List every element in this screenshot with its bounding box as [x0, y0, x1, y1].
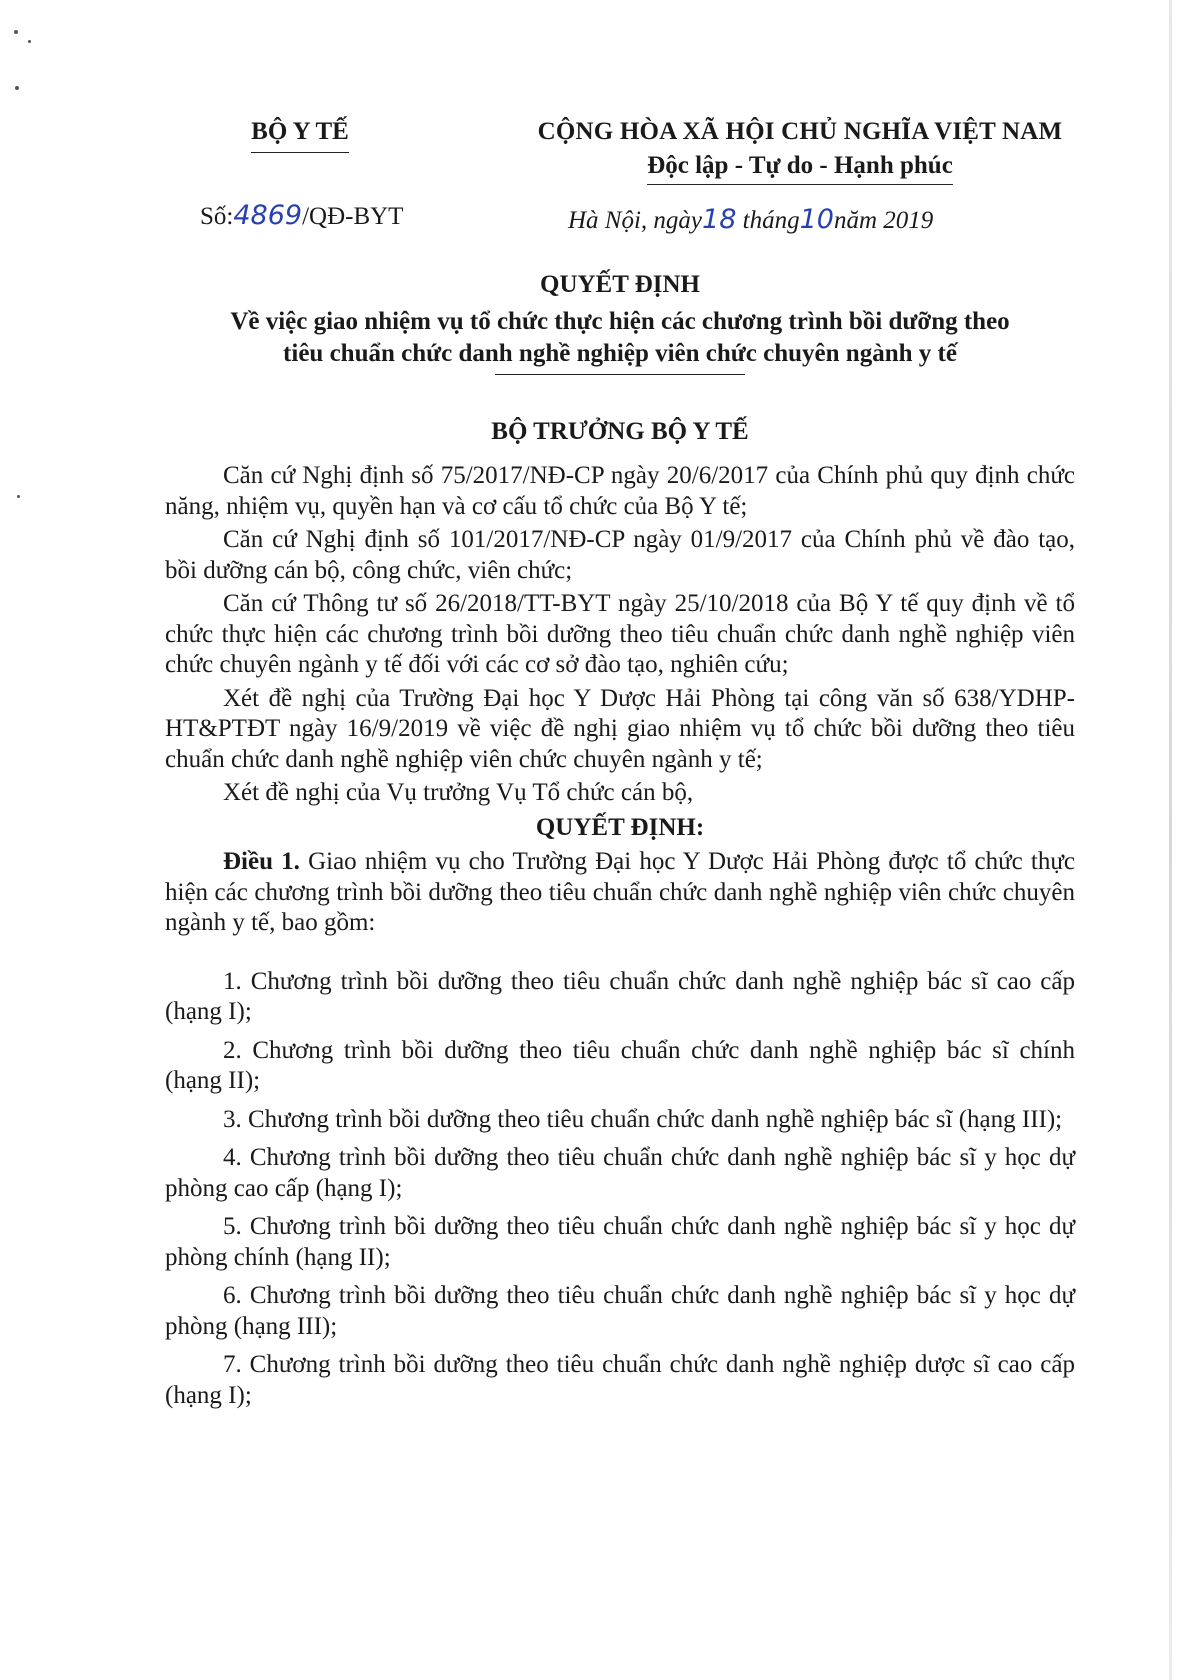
scan-speck — [17, 495, 20, 498]
decision-title: QUYẾT ĐỊNH — [540, 271, 700, 298]
place-date — [568, 204, 933, 235]
preamble-paragraph: Căn cứ Thông tư số 26/2018/TT-BYT ngày 25/10/2018 của Bộ Y tế quy định về tổ chức thực hiện các chương trình bồi dưỡng theo tiêu chuẩn chức danh nghề nghiệp viên chức chuyên ngành y tế đối với các cơ sở đào tạo, nghiên cứu; — [165, 590, 1075, 678]
list-item: 6. Chương trình bồi dưỡng theo tiêu chuẩn chức danh nghề nghiệp bác sĩ y học dự phòng (hạng III); — [165, 1282, 1075, 1340]
list-item: 2. Chương trình bồi dưỡng theo tiêu chuẩn chức danh nghề nghiệp bác sĩ chính (hạng II); — [165, 1036, 1075, 1094]
article-1-label: Điều 1. — [223, 848, 300, 875]
preamble-paragraph: Căn cứ Nghị định số 101/2017/NĐ-CP ngày 01/9/2017 của Chính phủ về đào tạo, bồi dưỡng cán bộ, công chức, viên chức; — [165, 526, 1075, 584]
list-item: 5. Chương trình bồi dưỡng theo tiêu chuẩn chức danh nghề nghiệp bác sĩ y học dự phòng chính (hạng II); — [165, 1213, 1075, 1271]
date-day-handwritten: 18 — [702, 204, 737, 235]
scan-speck — [15, 86, 19, 90]
decide-heading: QUYẾT ĐỊNH: — [535, 813, 705, 841]
issuing-ministry: BỘ Y TẾ — [251, 118, 349, 153]
list-item: 3. Chương trình bồi dưỡng theo tiêu chuẩn chức danh nghề nghiệp bác sĩ (hạng III); — [223, 1105, 1063, 1133]
article-1-text: Giao nhiệm vụ cho Trường Đại học Y Dược Hải Phòng được tổ chức thực hiện các chương trình bồi dưỡng theo tiêu chuẩn chức danh nghề nghiệp viên chức chuyên ngành y tế, bao gồm: — [165, 848, 1075, 936]
date-month-handwritten: 10 — [799, 204, 834, 235]
republic-name: CỘNG HÒA XÃ HỘI CHỦ NGHĨA VIỆT NAM — [537, 118, 1063, 145]
number-prefix: Số: — [200, 203, 234, 230]
program-list — [165, 967, 1075, 1412]
list-item: 7. Chương trình bồi dưỡng theo tiêu chuẩn chức danh nghề nghiệp dược sĩ cao cấp (hạng I); — [165, 1351, 1075, 1409]
document-body — [165, 461, 1075, 1419]
issuer-block — [190, 118, 410, 153]
scan-speck — [28, 40, 31, 43]
article-1 — [165, 847, 1075, 939]
page-edge — [1169, 0, 1172, 1680]
minister-heading: BỘ TRƯỞNG BỘ Y TẾ — [491, 418, 749, 445]
preamble-paragraph: Căn cứ Nghị định số 75/2017/NĐ-CP ngày 20/6/2017 của Chính phủ quy định chức năng, nhiệm vụ, quyền hạn và cơ cấu tổ chức của Bộ Y tế; — [165, 462, 1075, 520]
preamble-paragraph: Xét đề nghị của Trường Đại học Y Dược Hải Phòng tại công văn số 638/YDHP-HT&PTĐT ngày 16/9/2019 về việc đề nghị giao nhiệm vụ tổ chức bồi dưỡng theo tiêu chuẩn chức danh nghề nghiệp viên chức chuyên ngành y tế; — [165, 684, 1075, 773]
number-suffix: /QĐ-BYT — [302, 203, 404, 230]
national-header — [470, 118, 1080, 185]
national-motto: Độc lập - Tự do - Hạnh phúc — [647, 152, 953, 185]
list-item: 1. Chương trình bồi dưỡng theo tiêu chuẩn chức danh nghề nghiệp bác sĩ cao cấp (hạng I); — [165, 967, 1075, 1025]
subject-line-2: tiêu chuẩn chức danh nghề nghiệp viên chức chuyên ngành y tế — [283, 340, 957, 367]
preamble-paragraph: Xét đề nghị của Vụ trưởng Vụ Tổ chức cán bộ, — [223, 779, 694, 806]
scan-speck — [14, 30, 18, 34]
subject-underline — [495, 374, 745, 375]
date-month-word: tháng — [742, 207, 800, 234]
date-place-text: Hà Nội, ngày — [568, 207, 703, 234]
number-handwritten: 4869 — [233, 200, 303, 231]
document-number — [200, 200, 403, 231]
subject-line-1: Về việc giao nhiệm vụ tổ chức thực hiện các chương trình bồi dưỡng theo — [230, 308, 1010, 335]
date-year: năm 2019 — [833, 207, 934, 234]
list-item: 4. Chương trình bồi dưỡng theo tiêu chuẩn chức danh nghề nghiệp bác sĩ y học dự phòng cao cấp (hạng I); — [165, 1144, 1075, 1202]
title-block — [180, 270, 1060, 375]
